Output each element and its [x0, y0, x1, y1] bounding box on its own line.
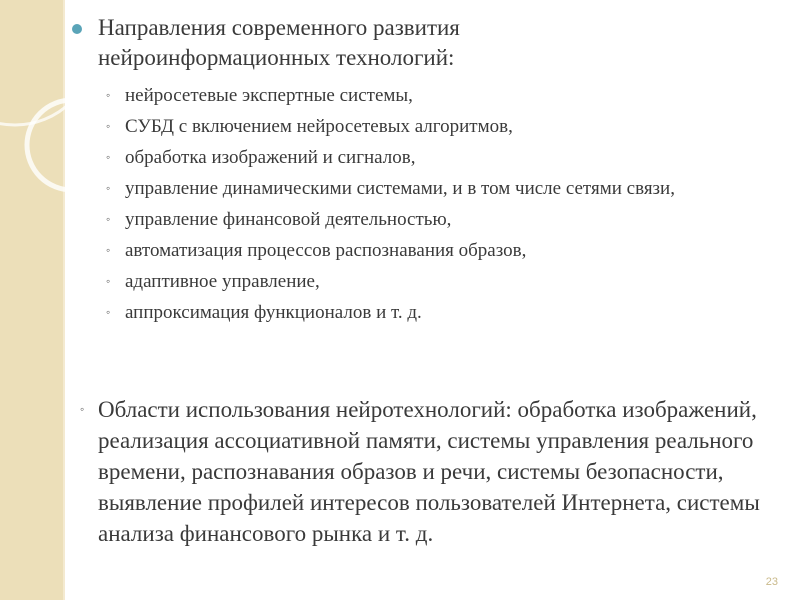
- list-item-text: СУБД с включением нейросетевых алгоритмов,: [125, 116, 513, 137]
- list-item: [98, 145, 770, 170]
- side-band-edge: [63, 0, 65, 600]
- list-item-text: управление финансовой деятельностью,: [125, 209, 452, 230]
- directions-heading: [98, 10, 770, 73]
- ring-bullet-icon: ◦: [106, 119, 111, 133]
- directions-heading-line1: Направления современного развития: [98, 15, 460, 40]
- ring-bullet-icon: ◦: [106, 150, 111, 164]
- ring-bullet-icon: ◦: [106, 305, 111, 319]
- application-areas-paragraph: Области использования нейротехнологий: обработка изображений, реализация ассоциативной памяти, системы управления реального времени, распознавания образов и речи, системы безопасности, выявление профилей интересов пользователей Интернета, системы анализа финансового рынка и т. д.: [98, 397, 760, 546]
- directions-section: [70, 10, 770, 325]
- ring-bullet-icon: ◦: [106, 212, 111, 226]
- ring-bullet-icon: ◦: [80, 402, 85, 416]
- list-item-text: аппроксимация функционалов и т. д.: [125, 302, 422, 323]
- list-item-text: нейросетевые экспертные системы,: [125, 85, 413, 106]
- list-item: [98, 269, 770, 294]
- slide-content: [70, 10, 770, 331]
- list-item: [98, 207, 770, 232]
- ring-bullet-icon: ◦: [106, 88, 111, 102]
- list-item: [98, 176, 770, 201]
- ring-bullet-icon: ◦: [106, 181, 111, 195]
- list-item: [98, 114, 770, 139]
- list-item: [98, 238, 770, 263]
- list-item: [98, 83, 770, 108]
- list-item-text: обработка изображений и сигналов,: [125, 147, 416, 168]
- list-item-text: управление динамическими системами, и в том числе сетями связи,: [125, 178, 675, 199]
- list-item-text: автоматизация процессов распознавания образов,: [125, 240, 527, 261]
- directions-list: [98, 83, 770, 325]
- list-item: [98, 300, 770, 325]
- ring-bullet-icon: ◦: [106, 274, 111, 288]
- directions-heading-line2: нейроинформационных технологий:: [98, 45, 455, 70]
- page-number: 23: [765, 576, 778, 588]
- ring-bullet-icon: ◦: [106, 243, 111, 257]
- decorative-side-band: [0, 0, 63, 600]
- list-item-text: адаптивное управление,: [125, 271, 320, 292]
- bullet-dot-icon: [72, 24, 82, 34]
